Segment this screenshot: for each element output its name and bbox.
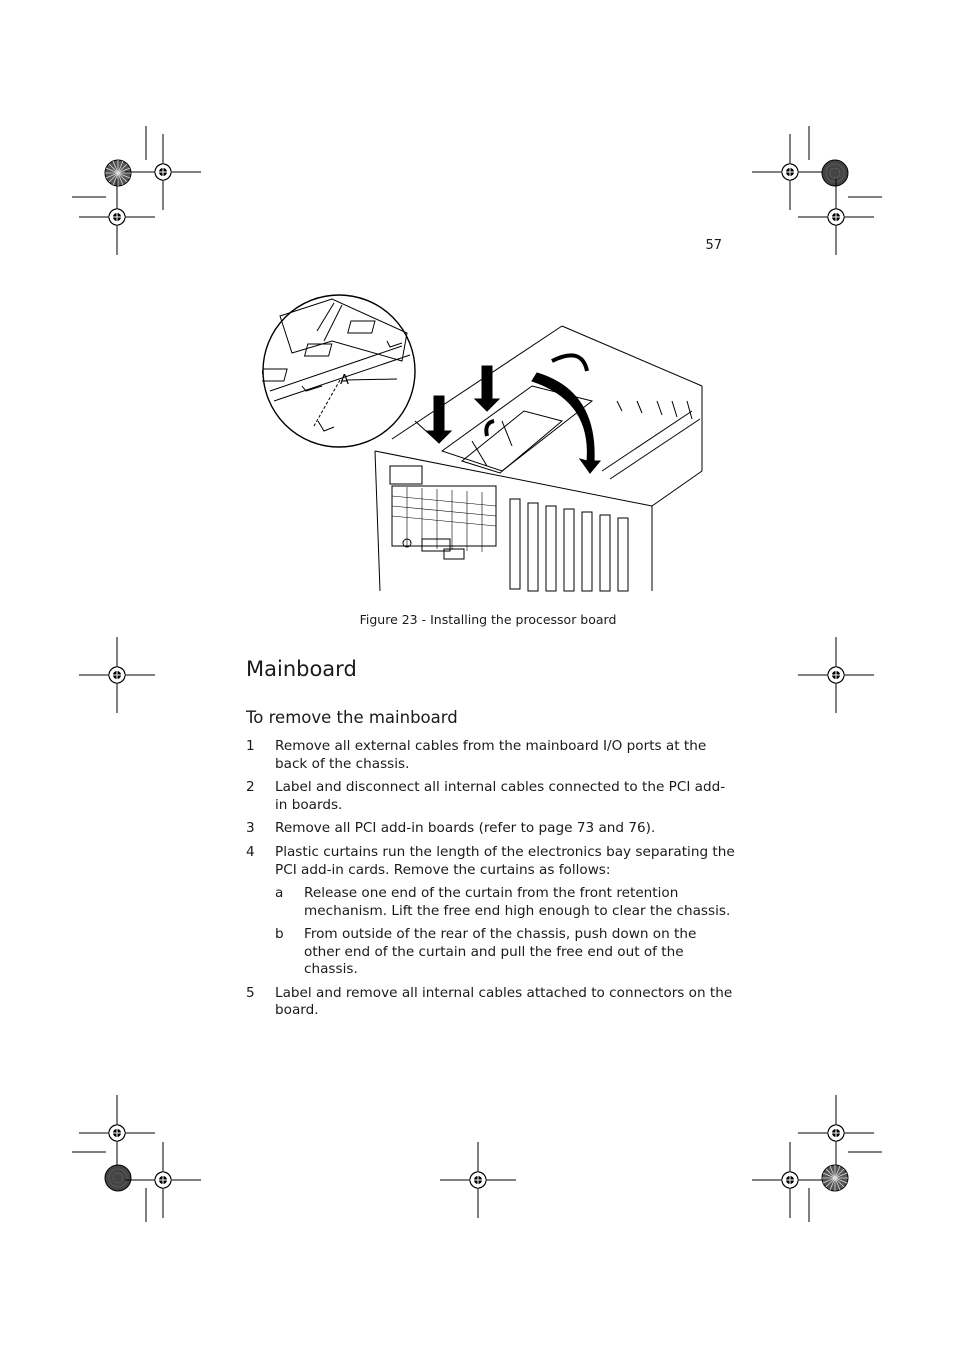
substep-item — [275, 885, 736, 920]
step-text: Remove all external cables from the mainboard I/O ports at the back of the chassis. — [275, 738, 707, 772]
section-title: Mainboard — [246, 657, 357, 681]
step-item — [246, 985, 736, 1020]
substep-letter: a — [275, 885, 284, 902]
procedure-title: To remove the mainboard — [246, 708, 458, 727]
step-text: Label and remove all internal cables attached to connectors on the board. — [275, 984, 733, 1019]
step-text: Remove all PCI add-in boards (refer to page 73 and 76). — [275, 820, 656, 837]
substep-letter: b — [275, 926, 284, 943]
step-text: Plastic curtains run the length of the electronics bay separating the PCI add-in cards. Remove the curtains as follows: — [275, 844, 735, 878]
step-item — [246, 844, 736, 979]
step-item — [246, 820, 736, 838]
figure-caption: Figure 23 - Installing the processor board — [359, 612, 617, 627]
step-item — [246, 738, 736, 773]
substep-text: From outside of the rear of the chassis, push down on the other end of the curtain and pull the free end out of the chassis. — [304, 926, 697, 978]
step-number: 1 — [246, 738, 255, 754]
page-number: 57 — [705, 238, 722, 253]
step-number: 2 — [246, 779, 255, 796]
procedure-steps — [246, 738, 736, 1026]
step-number: 5 — [246, 984, 255, 1001]
processor-board-illustration — [262, 291, 704, 599]
callout-label: A — [340, 373, 349, 388]
substep-text: Release one end of the curtain from the front retention mechanism. Lift the free end high enough to clear the chassis. — [304, 885, 731, 919]
step-number: 4 — [246, 844, 255, 861]
substep-item — [275, 926, 736, 979]
step-text: Label and disconnect all internal cables connected to the PCI add-in boards. — [275, 779, 726, 813]
step-number: 3 — [246, 820, 255, 837]
step-item — [246, 779, 736, 814]
